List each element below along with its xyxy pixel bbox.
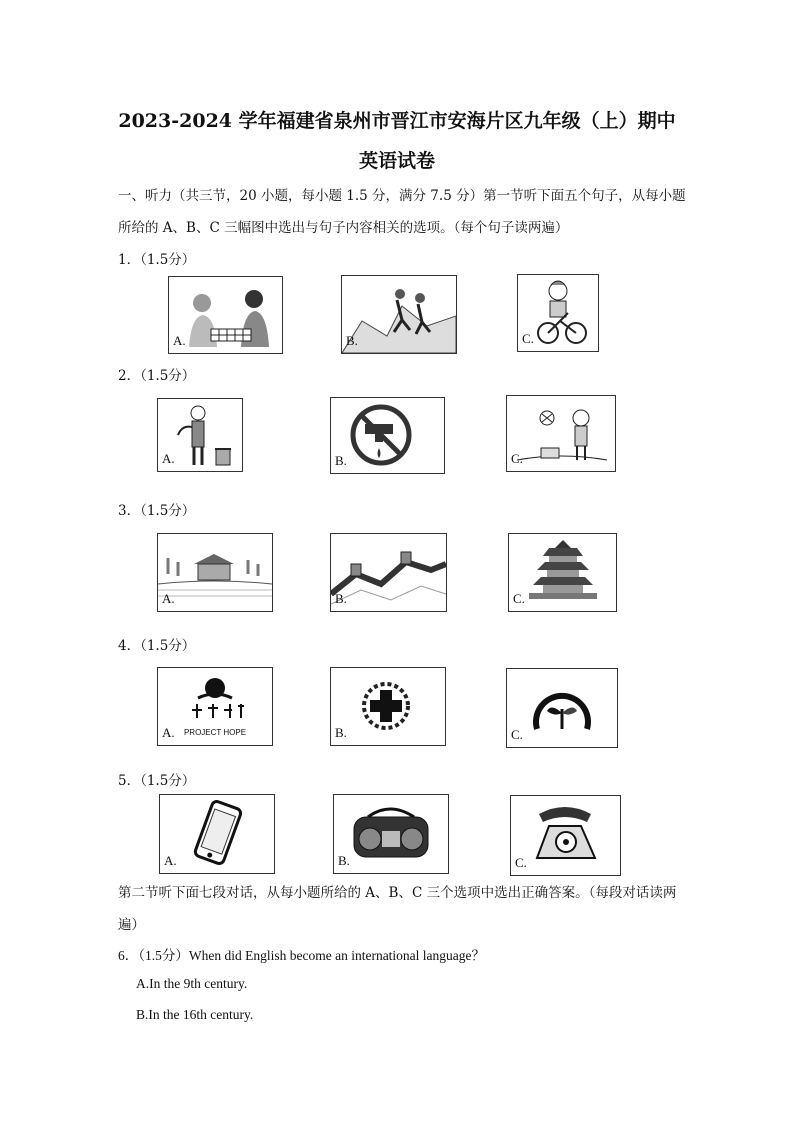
- q2-option-b-picture: B.: [330, 397, 445, 474]
- question-2-label: 2．（1.5分）: [118, 368, 196, 384]
- question-6-option-b[interactable]: B.In the 16th century.: [136, 1007, 254, 1022]
- q5-option-a-picture: A.: [159, 794, 275, 874]
- q2-option-a-picture: A.: [157, 398, 243, 472]
- project-hope-text: PROJECT HOPE: [183, 728, 247, 737]
- rotary-telephone-picture: [511, 796, 620, 875]
- no-water-waste-sign: [331, 398, 444, 473]
- question-6-text: 6．（1.5分）When did English become an international language？: [118, 948, 486, 963]
- q1-option-c-picture: C.: [517, 274, 599, 352]
- q1-option-b-picture: B.: [341, 275, 457, 354]
- section1-instructions: 一、听力（共三节，20 小题，每小题 1.5 分，满分 7.5 分）第一节听下面五个句子，从每小题所给的 A、B、C 三幅图中选出与句子内容相关的选项。（每个句子读两遍）: [118, 188, 686, 236]
- youth-foundation-logo: [507, 669, 617, 747]
- q5-option-c-picture: C.: [510, 795, 621, 876]
- temple-of-heaven-picture: [509, 534, 616, 611]
- q4-option-b-picture: B.: [330, 667, 446, 746]
- palace-on-water-picture: [158, 534, 272, 611]
- section2-instructions: 第二节听下面七段对话，从每小题所给的 A、B、C 三个选项中选出正确答案。（每段对话读两遍）: [118, 885, 677, 933]
- exam-subtitle: 英语试卷: [358, 150, 435, 172]
- boy-throwing-trash-picture: [507, 396, 615, 471]
- great-wall-picture: [331, 534, 446, 611]
- smartphone-picture: [160, 795, 274, 873]
- hikers-climbing-picture: [342, 276, 456, 353]
- q3-option-c-picture: C.: [508, 533, 617, 612]
- question-4-label: 4．（1.5分）: [118, 638, 196, 654]
- q4-option-c-picture: C.: [506, 668, 618, 748]
- q2-option-c-picture: C.: [506, 395, 616, 472]
- question-1-label: 1．（1.5分）: [118, 252, 196, 268]
- exam-title: 2023-2024 学年福建省泉州市晋江市安海片区九年级（上）期中: [118, 110, 676, 132]
- q4-option-a-picture: PROJECT HOPE A.: [157, 667, 273, 746]
- project-hope-logo: [158, 668, 272, 745]
- radio-picture: [334, 795, 448, 873]
- chess-players-picture: [169, 277, 282, 353]
- q1-option-a-picture: A.: [168, 276, 283, 354]
- question-3-label: 3．（1.5分）: [118, 503, 196, 519]
- red-cross-logo: [331, 668, 445, 745]
- q3-option-a-picture: A.: [157, 533, 273, 612]
- question-5-label: 5．（1.5分）: [118, 773, 196, 789]
- q3-option-b-picture: B.: [330, 533, 447, 612]
- q5-option-b-picture: B.: [333, 794, 449, 874]
- question-6-option-a[interactable]: A.In the 9th century.: [136, 976, 248, 991]
